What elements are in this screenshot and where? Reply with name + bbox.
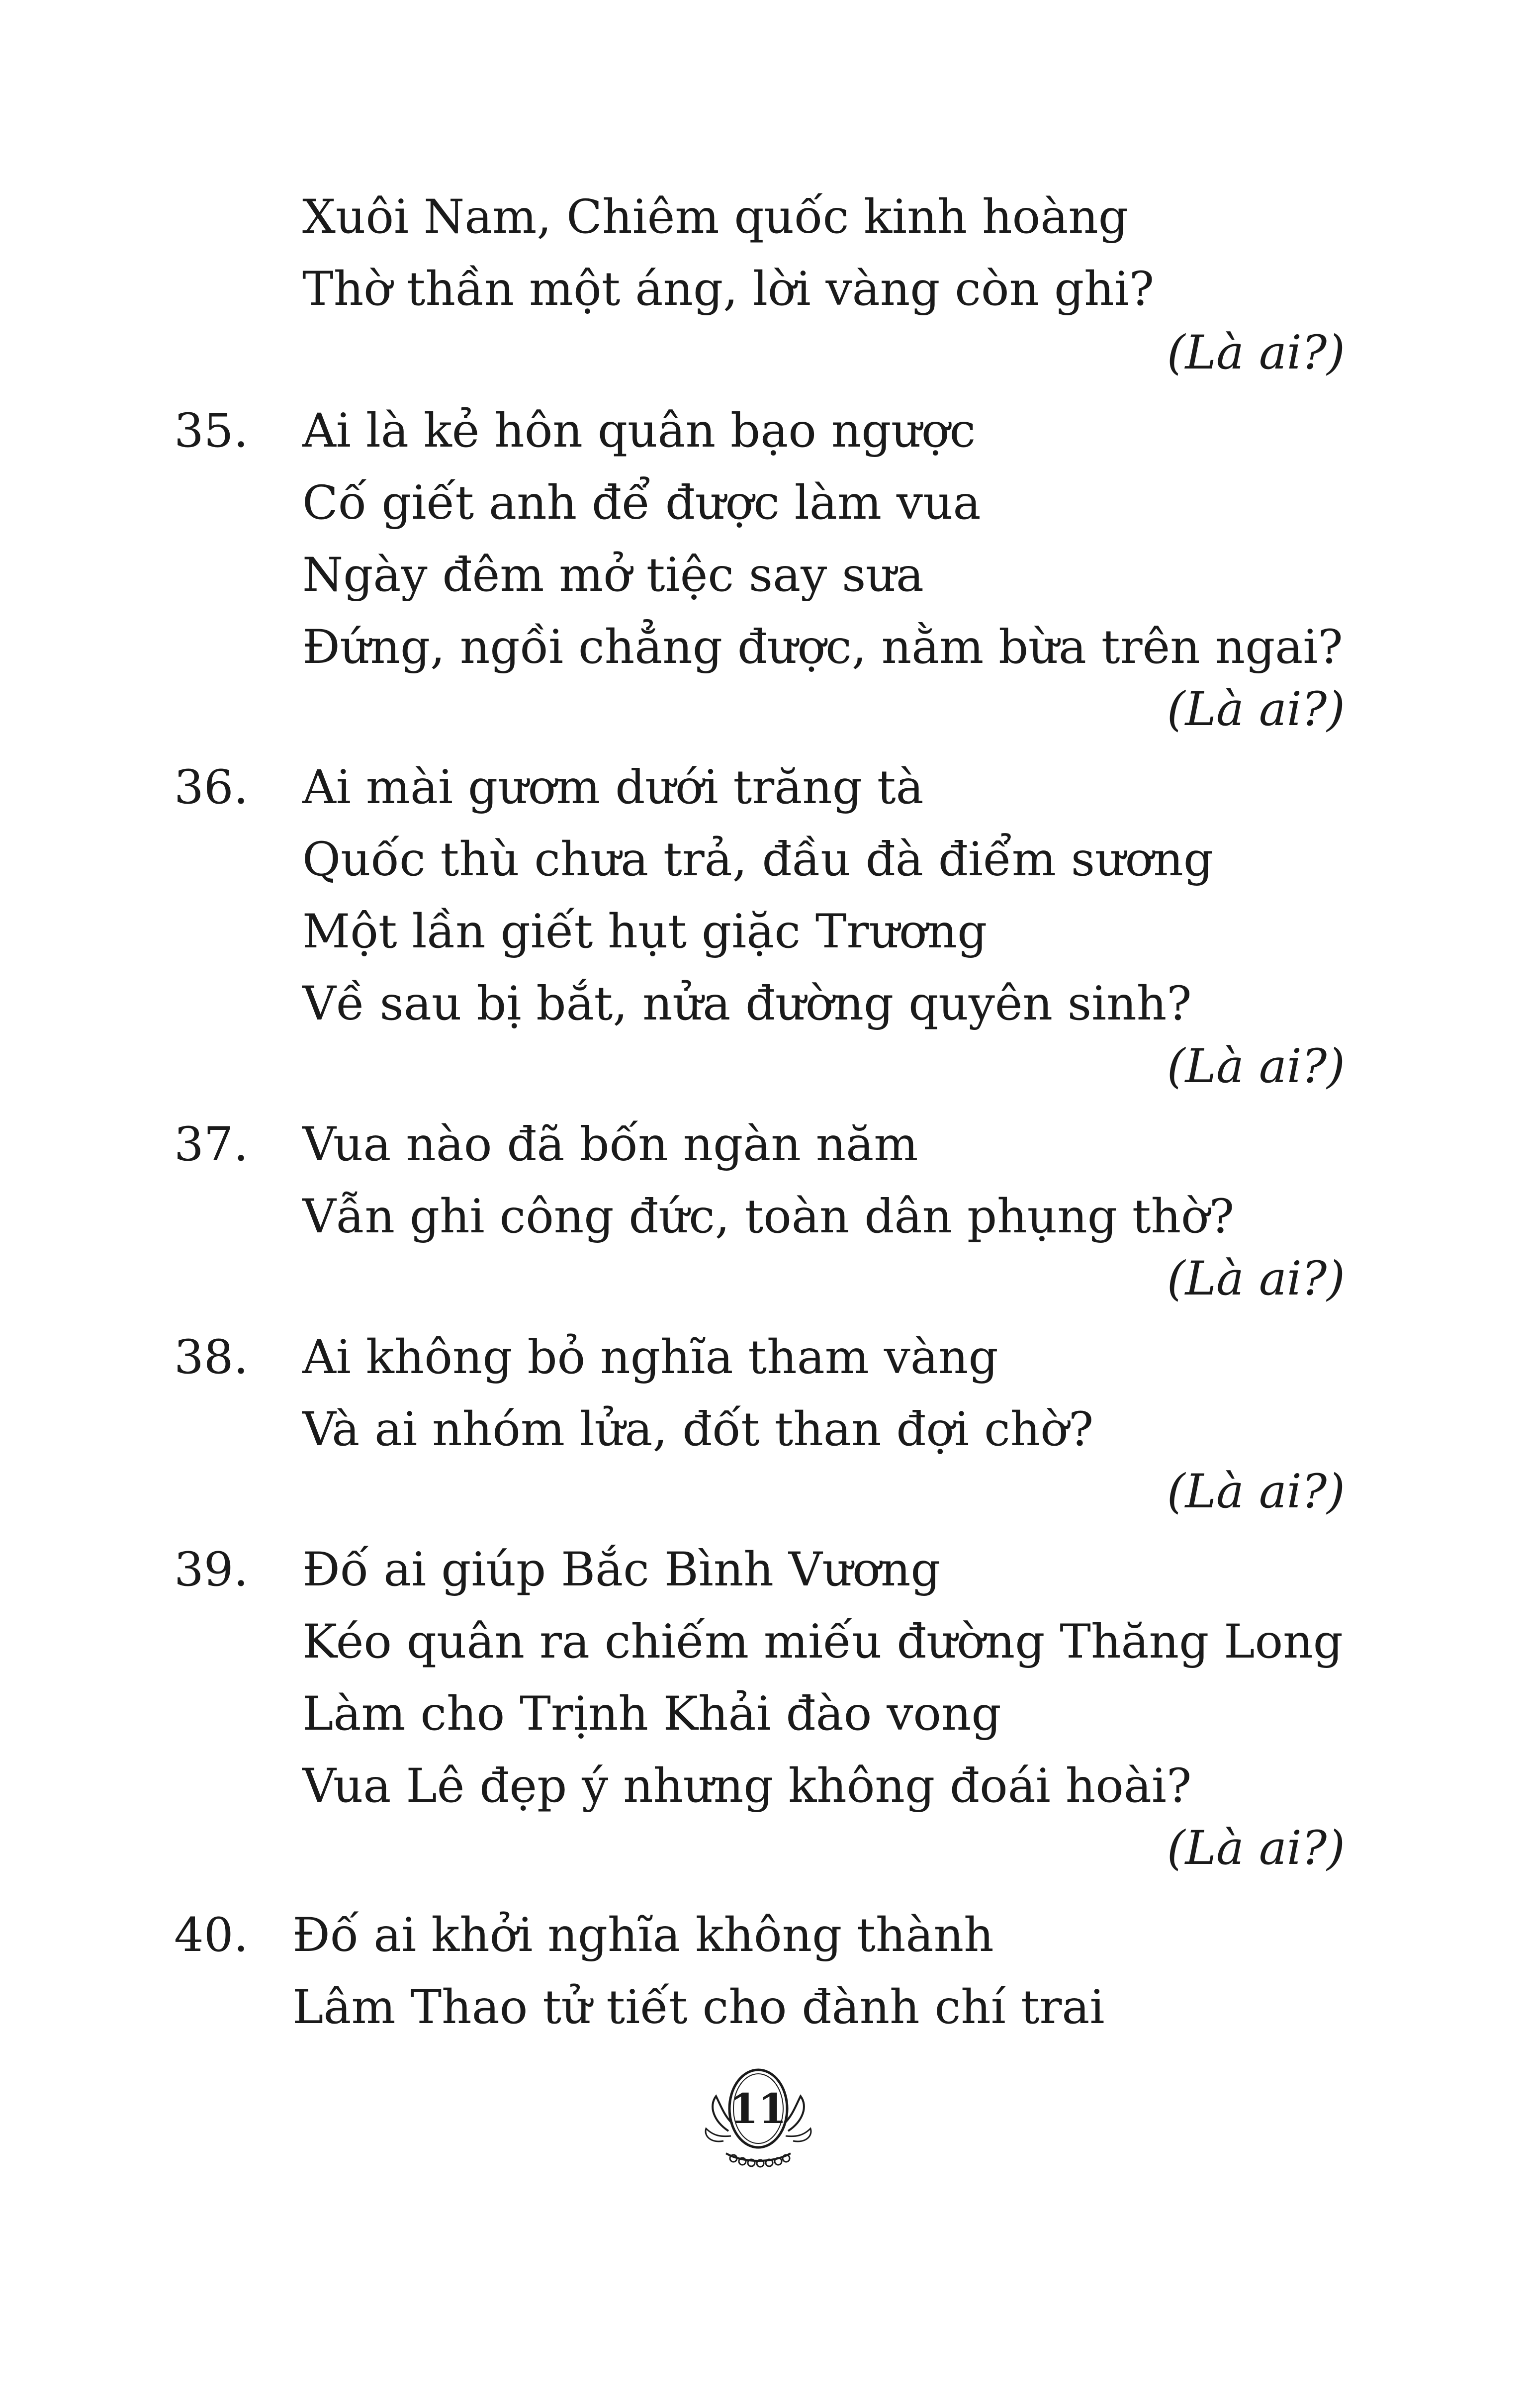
verse-line: Và ai nhóm lửa, đốt than đợi chờ? [302,1402,1094,1457]
verse-line: Ai là kẻ hôn quân bạo ngược [302,404,976,458]
verse-answer-prompt: (Là ai?) [1167,682,1345,737]
verse-line: Ai không bỏ nghĩa tham vàng [302,1330,998,1385]
verse-line: Đố ai giúp Bắc Bình Vương [302,1543,941,1597]
verse-number: 36. [174,760,249,815]
verse-answer-prompt: (Là ai?) [1167,1252,1345,1306]
verse-line: Một lần giết hụt giặc Trương [302,905,988,959]
page-number: 11 [729,2085,787,2133]
verse-answer-prompt: (Là ai?) [1167,1039,1345,1094]
verse-answer-prompt: (Là ai?) [1167,1465,1345,1519]
verse-number: 38. [174,1330,249,1385]
verse-line: Làm cho Trịnh Khải đào vong [302,1687,1001,1741]
verse-line: Vua nào đã bốn ngàn năm [302,1117,918,1172]
verse-line: Đứng, ngồi chẳng được, nằm bừa trên ngai? [302,620,1343,674]
verse-answer-prompt: (Là ai?) [1167,1821,1345,1875]
verse-number: 40. [174,1908,249,1962]
verse-number: 37. [174,1117,249,1172]
verse-line: Ngày đêm mở tiệc say sưa [302,548,924,602]
verse-line: Về sau bị bắt, nửa đường quyên sinh? [302,977,1192,1031]
verse-line: Vua Lê đẹp ý nhưng không đoái hoài? [302,1759,1192,1813]
verse-line: Vẫn ghi công đức, toàn dân phụng thờ? [302,1190,1235,1244]
verse-line: Ai mài gươm dưới trăng tà [302,760,924,815]
verse-number: 39. [174,1543,249,1597]
verse-line: Thờ thần một áng, lời vàng còn ghi? [302,262,1155,316]
verse-line: Cố giết anh để được làm vua [302,476,981,530]
verse-answer-prompt: (Là ai?) [1167,326,1345,380]
verse-line: Đố ai khởi nghĩa không thành [292,1908,994,1962]
verse-line: Kéo quân ra chiếm miếu đường Thăng Long [302,1615,1343,1669]
verse-number: 35. [174,404,249,458]
verse-line: Quốc thù chưa trả, đầu đà điểm sương [302,833,1213,887]
verse-line: Lâm Thao tử tiết cho đành chí trai [292,1980,1105,2035]
verse-line: Xuôi Nam, Chiêm quốc kinh hoàng [302,190,1128,244]
